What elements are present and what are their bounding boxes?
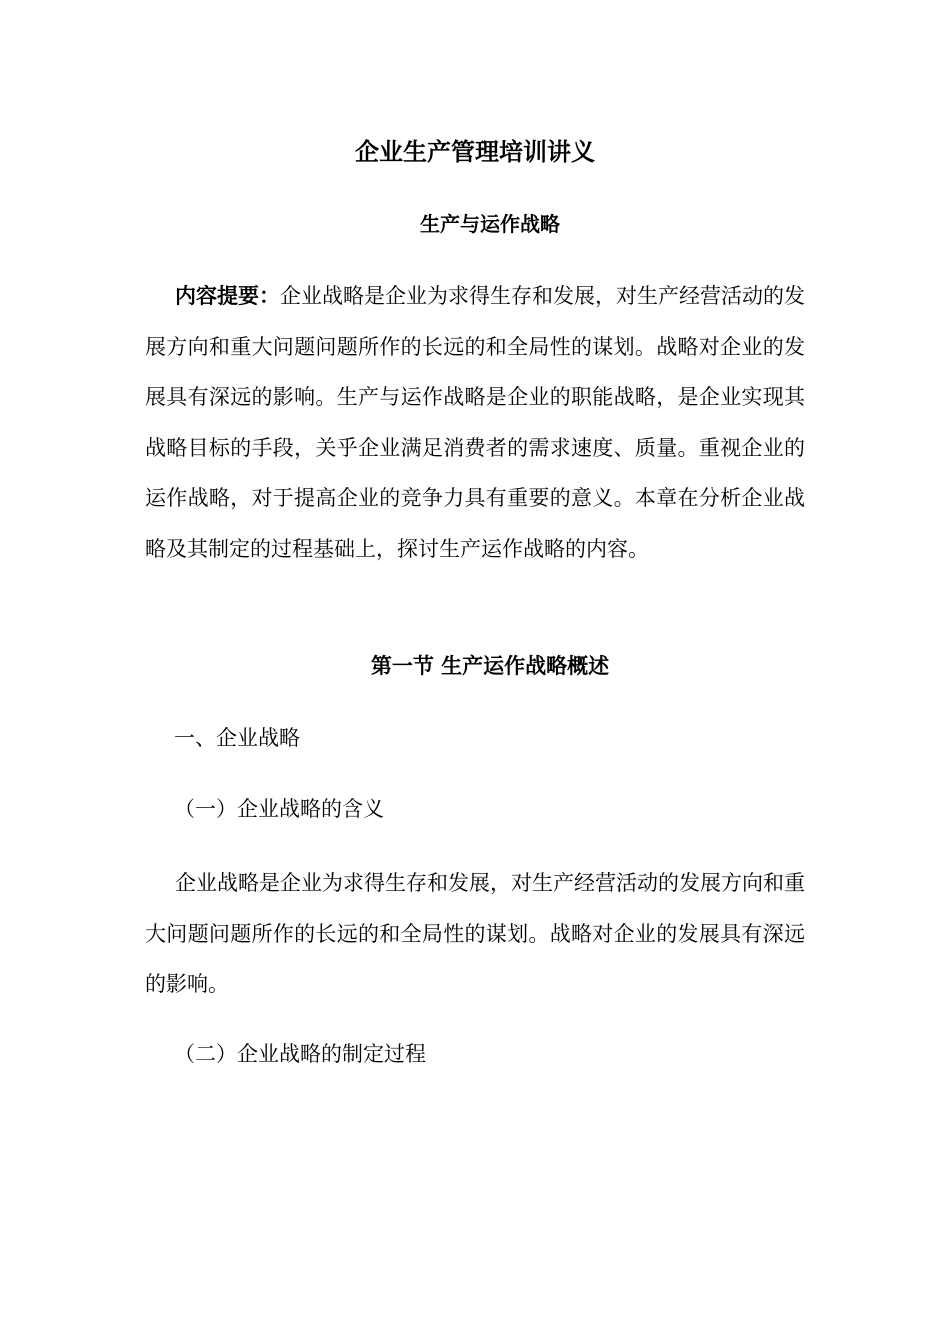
document-title: 企业生产管理培训讲义 (355, 137, 595, 166)
document-subtitle: 生产与运作战略 (420, 212, 560, 236)
section-heading: 第一节 生产运作战略概述 (370, 653, 610, 678)
definition-paragraph: 企业战略是企业为求得生存和发展，对生产经营活动的发展方向和重大问题问题所作的长远的和全局性的谋划。战略对企业的发展具有深远的影响。 (145, 871, 805, 996)
summary-text: 企业战略是企业为求得生存和发展，对生产经营活动的发展方向和重大问题问题所作的长远的和全局性的谋划。战略对企业的发展具有深远的影响。生产与运作战略是企业的职能战略，是企业实现其战略目标的手段，关乎企业满足消费者的需求速度、质量。重视企业的运作战略，对于提高企业的竞争力具有重要的意义。本章在分析企业战略及其制定的过程基础上，探讨生产运作战略的内容。 (145, 284, 805, 561)
heading-level2-process: （二）企业战略的制定过程 (174, 1042, 426, 1066)
summary-paragraph (145, 271, 805, 574)
summary-label: 内容提要： (175, 283, 280, 308)
heading-level2-definition: （一）企业战略的含义 (174, 797, 384, 821)
heading-level1: 一、企业战略 (174, 726, 300, 750)
